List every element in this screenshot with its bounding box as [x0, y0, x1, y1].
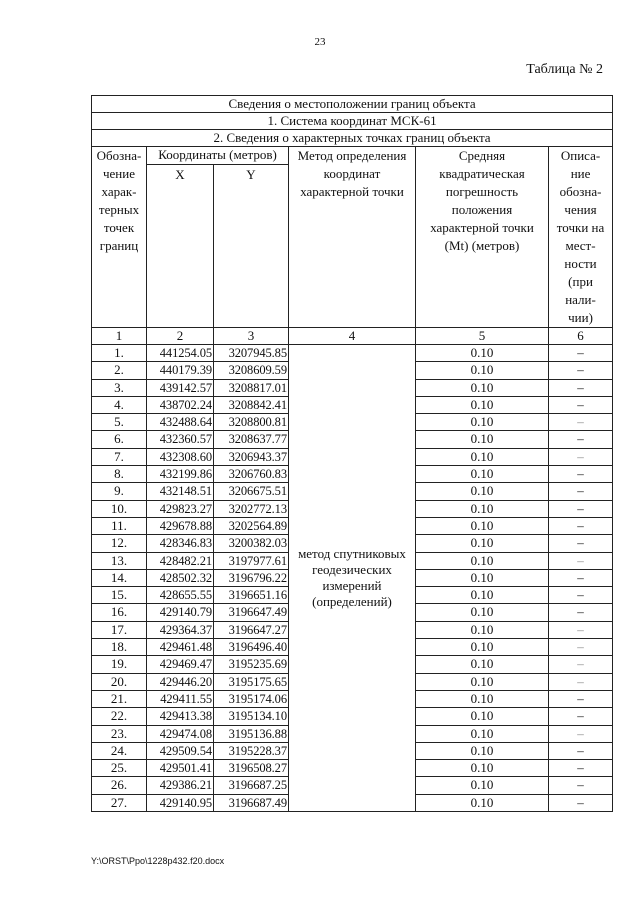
- row-point-number: 17.: [92, 621, 147, 638]
- row-coordinate-x: 429678.88: [147, 517, 214, 534]
- row-description: –: [549, 708, 613, 725]
- row-description: –: [549, 794, 613, 811]
- row-coordinate-y: 3202772.13: [214, 500, 289, 517]
- row-description: –: [549, 448, 613, 465]
- row-description: –: [549, 466, 613, 483]
- row-coordinate-x: 440179.39: [147, 362, 214, 379]
- row-description: –: [549, 569, 613, 586]
- row-coordinate-y: 3196796.22: [214, 569, 289, 586]
- column-number: 5: [416, 328, 549, 345]
- column-number: 2: [147, 328, 214, 345]
- row-coordinate-x: 429140.79: [147, 604, 214, 621]
- row-coordinate-x: 429469.47: [147, 656, 214, 673]
- row-coordinate-x: 432148.51: [147, 483, 214, 500]
- row-coordinate-y: 3196651.16: [214, 587, 289, 604]
- row-point-number: 5.: [92, 414, 147, 431]
- row-mean-square-error: 0.10: [416, 552, 549, 569]
- row-point-number: 19.: [92, 656, 147, 673]
- row-coordinate-x: 428346.83: [147, 535, 214, 552]
- row-mean-square-error: 0.10: [416, 656, 549, 673]
- row-mean-square-error: 0.10: [416, 500, 549, 517]
- row-point-number: 10.: [92, 500, 147, 517]
- row-mean-square-error: 0.10: [416, 345, 549, 362]
- row-coordinate-x: 429413.38: [147, 708, 214, 725]
- row-coordinate-x: 438702.24: [147, 396, 214, 413]
- column-number: 3: [214, 328, 289, 345]
- row-coordinate-y: 3196647.49: [214, 604, 289, 621]
- row-description: –: [549, 483, 613, 500]
- row-description: –: [549, 345, 613, 362]
- row-point-number: 24.: [92, 742, 147, 759]
- footer-file-path: Y:\ORST\Ppo\1228p432.f20.docx: [91, 856, 225, 866]
- row-coordinate-x: 429509.54: [147, 742, 214, 759]
- row-point-number: 18.: [92, 639, 147, 656]
- row-coordinate-x: 429474.08: [147, 725, 214, 742]
- row-description: –: [549, 656, 613, 673]
- row-description: –: [549, 535, 613, 552]
- row-mean-square-error: 0.10: [416, 725, 549, 742]
- row-point-number: 6.: [92, 431, 147, 448]
- row-coordinate-x: 428655.55: [147, 587, 214, 604]
- row-coordinate-y: 3195136.88: [214, 725, 289, 742]
- row-description: –: [549, 673, 613, 690]
- row-description: –: [549, 777, 613, 794]
- row-description: –: [549, 690, 613, 707]
- row-coordinate-x: 441254.05: [147, 345, 214, 362]
- row-coordinate-y: 3208817.01: [214, 379, 289, 396]
- row-coordinate-y: 3195174.06: [214, 690, 289, 707]
- row-description: –: [549, 500, 613, 517]
- row-mean-square-error: 0.10: [416, 448, 549, 465]
- row-mean-square-error: 0.10: [416, 414, 549, 431]
- column-number: 6: [549, 328, 613, 345]
- row-coordinate-x: 429501.41: [147, 760, 214, 777]
- row-coordinate-x: 439142.57: [147, 379, 214, 396]
- row-mean-square-error: 0.10: [416, 362, 549, 379]
- row-mean-square-error: 0.10: [416, 466, 549, 483]
- row-coordinate-y: 3208609.59: [214, 362, 289, 379]
- row-point-number: 20.: [92, 673, 147, 690]
- row-description: –: [549, 517, 613, 534]
- row-coordinate-x: 429446.20: [147, 673, 214, 690]
- row-point-number: 11.: [92, 517, 147, 534]
- boundary-points-table-container: [91, 95, 612, 812]
- row-mean-square-error: 0.10: [416, 794, 549, 811]
- row-point-number: 1.: [92, 345, 147, 362]
- row-mean-square-error: 0.10: [416, 639, 549, 656]
- row-coordinate-y: 3208637.77: [214, 431, 289, 448]
- row-coordinate-y: 3195175.65: [214, 673, 289, 690]
- row-point-number: 23.: [92, 725, 147, 742]
- coordinate-system-title: 1. Система координат МСК-61: [92, 113, 613, 130]
- header-point-designation: Обозна- чение харак- терных точек границ: [92, 147, 147, 328]
- row-coordinate-y: 3197977.61: [214, 552, 289, 569]
- row-coordinate-x: 429411.55: [147, 690, 214, 707]
- row-mean-square-error: 0.10: [416, 708, 549, 725]
- row-coordinate-y: 3200382.03: [214, 535, 289, 552]
- row-mean-square-error: 0.10: [416, 569, 549, 586]
- row-coordinate-x: 428482.21: [147, 552, 214, 569]
- row-coordinate-x: 429823.27: [147, 500, 214, 517]
- row-coordinate-x: 432199.86: [147, 466, 214, 483]
- row-mean-square-error: 0.10: [416, 621, 549, 638]
- row-description: –: [549, 725, 613, 742]
- row-coordinate-x: 429140.95: [147, 794, 214, 811]
- row-point-number: 22.: [92, 708, 147, 725]
- row-point-number: 21.: [92, 690, 147, 707]
- row-point-number: 16.: [92, 604, 147, 621]
- row-mean-square-error: 0.10: [416, 379, 549, 396]
- row-mean-square-error: 0.10: [416, 673, 549, 690]
- row-description: –: [549, 621, 613, 638]
- row-description: –: [549, 431, 613, 448]
- row-mean-square-error: 0.10: [416, 517, 549, 534]
- page-number: 23: [314, 36, 326, 48]
- row-mean-square-error: 0.10: [416, 431, 549, 448]
- row-point-number: 27.: [92, 794, 147, 811]
- row-mean-square-error: 0.10: [416, 587, 549, 604]
- row-coordinate-y: 3206675.51: [214, 483, 289, 500]
- header-x: X: [147, 165, 214, 328]
- row-description: –: [549, 587, 613, 604]
- row-coordinate-y: 3208800.81: [214, 414, 289, 431]
- row-description: –: [549, 639, 613, 656]
- points-section-title: 2. Сведения о характерных точках границ объекта: [92, 130, 613, 147]
- row-coordinate-x: 428502.32: [147, 569, 214, 586]
- boundary-points-table: [91, 95, 613, 812]
- row-coordinate-x: 432360.57: [147, 431, 214, 448]
- row-point-number: 25.: [92, 760, 147, 777]
- column-number: 4: [289, 328, 416, 345]
- row-point-number: 2.: [92, 362, 147, 379]
- header-method: Метод определения координат характерной точки: [289, 147, 416, 328]
- row-coordinate-y: 3195235.69: [214, 656, 289, 673]
- row-coordinate-x: 432488.64: [147, 414, 214, 431]
- row-coordinate-y: 3207945.85: [214, 345, 289, 362]
- row-mean-square-error: 0.10: [416, 396, 549, 413]
- row-coordinate-x: 429461.48: [147, 639, 214, 656]
- row-point-number: 12.: [92, 535, 147, 552]
- row-coordinate-y: 3196647.27: [214, 621, 289, 638]
- row-mean-square-error: 0.10: [416, 690, 549, 707]
- row-description: –: [549, 396, 613, 413]
- column-number: 1: [92, 328, 147, 345]
- row-point-number: 13.: [92, 552, 147, 569]
- row-point-number: 7.: [92, 448, 147, 465]
- row-point-number: 8.: [92, 466, 147, 483]
- row-coordinate-x: 429364.37: [147, 621, 214, 638]
- row-mean-square-error: 0.10: [416, 760, 549, 777]
- row-point-number: 4.: [92, 396, 147, 413]
- row-coordinate-y: 3202564.89: [214, 517, 289, 534]
- method-cell: метод спутниковых геодезических измерений (определений): [289, 345, 416, 812]
- table-row: [92, 345, 613, 362]
- row-coordinate-y: 3196496.40: [214, 639, 289, 656]
- row-description: –: [549, 742, 613, 759]
- row-description: –: [549, 379, 613, 396]
- table-title: Сведения о местоположении границ объекта: [92, 96, 613, 113]
- row-mean-square-error: 0.10: [416, 483, 549, 500]
- table-caption: Таблица № 2: [526, 62, 603, 77]
- row-point-number: 3.: [92, 379, 147, 396]
- row-coordinate-y: 3196508.27: [214, 760, 289, 777]
- row-point-number: 9.: [92, 483, 147, 500]
- row-mean-square-error: 0.10: [416, 535, 549, 552]
- row-mean-square-error: 0.10: [416, 742, 549, 759]
- header-point-description: Описа- ние обозна- чения точки на мест- ности (при нали- чии): [549, 147, 613, 328]
- row-mean-square-error: 0.10: [416, 604, 549, 621]
- header-coordinates: Координаты (метров): [147, 147, 289, 165]
- row-coordinate-x: 432308.60: [147, 448, 214, 465]
- row-mean-square-error: 0.10: [416, 777, 549, 794]
- row-description: –: [549, 414, 613, 431]
- row-description: –: [549, 760, 613, 777]
- header-y: Y: [214, 165, 289, 328]
- row-description: –: [549, 362, 613, 379]
- row-point-number: 14.: [92, 569, 147, 586]
- row-point-number: 26.: [92, 777, 147, 794]
- row-description: –: [549, 552, 613, 569]
- row-point-number: 15.: [92, 587, 147, 604]
- row-coordinate-y: 3195228.37: [214, 742, 289, 759]
- row-coordinate-y: 3208842.41: [214, 396, 289, 413]
- header-mean-square-error: Средняя квадратическая погрешность положения характерной точки (Mt) (метров): [416, 147, 549, 328]
- row-coordinate-y: 3196687.25: [214, 777, 289, 794]
- row-description: –: [549, 604, 613, 621]
- row-coordinate-y: 3195134.10: [214, 708, 289, 725]
- row-coordinate-y: 3196687.49: [214, 794, 289, 811]
- row-coordinate-y: 3206943.37: [214, 448, 289, 465]
- row-coordinate-x: 429386.21: [147, 777, 214, 794]
- row-coordinate-y: 3206760.83: [214, 466, 289, 483]
- column-number-row: [92, 328, 613, 345]
